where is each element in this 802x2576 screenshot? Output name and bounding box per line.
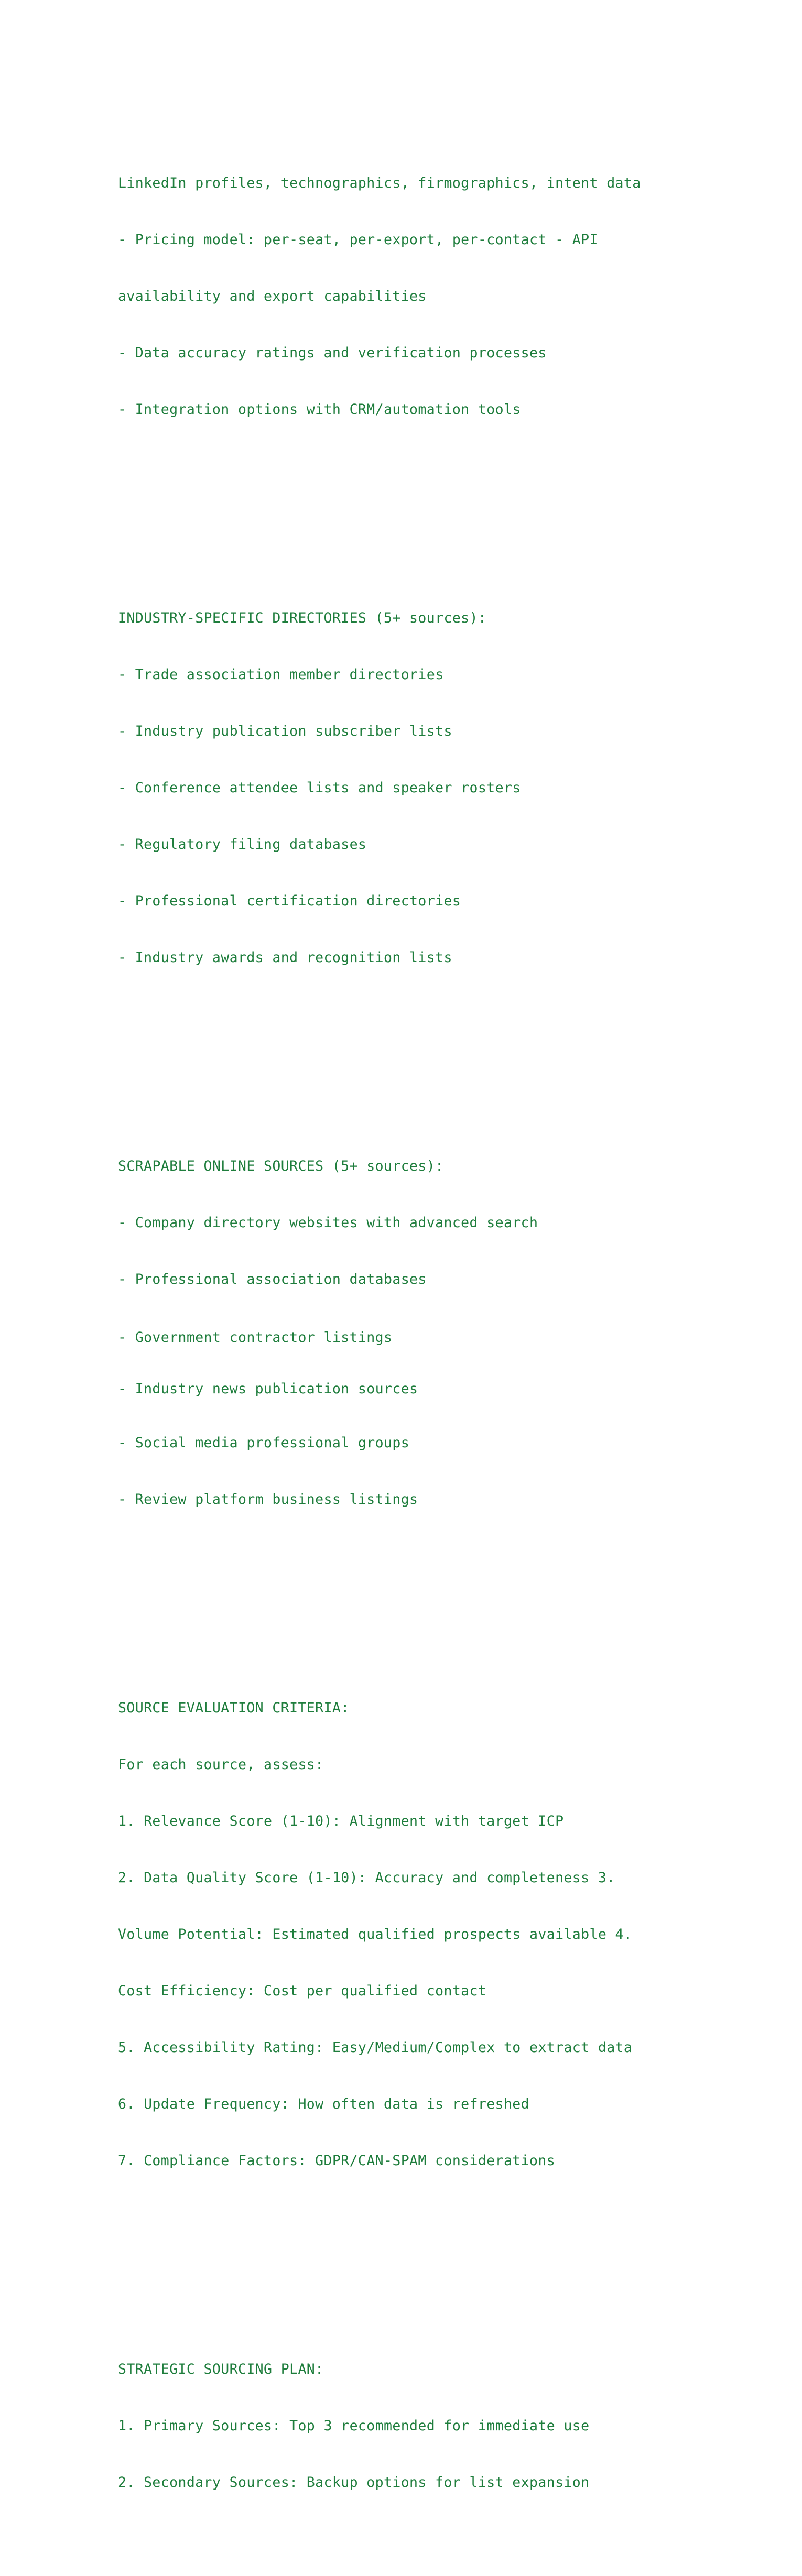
text-line: availability and export capabilities [118,288,427,304]
section-spacer [118,503,695,525]
list-item: 7. Compliance Factors: GDPR/CAN-SPAM considerations [118,2153,556,2169]
section-spacer [118,1051,695,1073]
text-line: - Integration options with CRM/automation tools [118,401,521,418]
section-heading: STRATEGIC SOURCING PLAN: [118,2361,324,2377]
list-item: 1. Relevance Score (1-10): Alignment with target ICP [118,1813,564,1829]
list-item: - Trade association member directories [118,667,444,683]
list-item: 5. Accessibility Rating: Easy/Medium/Complex to extract data [118,2039,633,2056]
list-item: - Industry news publication sources [118,1381,418,1397]
section-heading: SCRAPABLE ONLINE SOURCES (5+ sources): [118,1158,444,1174]
list-item: - Government contractor listings [118,1329,393,1346]
list-item: - Industry publication subscriber lists [118,723,452,739]
list-item: - Review platform business listings [118,1491,418,1508]
list-item: - Professional association databases [118,1271,427,1287]
text-line: - Data accuracy ratings and verification processes [118,345,547,361]
list-item: 2. Data Quality Score (1-10): Accuracy and completeness 3. [118,1870,615,1886]
section-heading: SOURCE EVALUATION CRITERIA: [118,1700,350,1716]
list-item: - Regulatory filing databases [118,836,367,853]
list-item: 6. Update Frequency: How often data is refreshed [118,2096,530,2112]
text-line: - Pricing model: per-seat, per-export, per-contact - API [118,232,598,248]
list-item: - Conference attendee lists and speaker rosters [118,780,521,796]
section-spacer [118,2254,695,2276]
scrapable-section [118,1122,695,1544]
list-item: - Industry awards and recognition lists [118,949,452,966]
document-body [118,90,695,2576]
list-item: 1. Primary Sources: Top 3 recommended for immediate use [118,2418,590,2434]
section-spacer [118,1593,695,1615]
list-item: - Professional certification directories [118,893,461,909]
intro-section [118,139,695,454]
list-item: 2. Secondary Sources: Backup options for list expansion [118,2474,590,2491]
criteria-section [118,1664,695,2206]
list-item: Cost Efficiency: Cost per qualified contact [118,1983,487,1999]
list-item: Volume Potential: Estimated qualified prospects available 4. [118,1926,633,1942]
list-item: - Company directory websites with advanced search [118,1215,538,1231]
text-line: LinkedIn profiles, technographics, firmographics, intent data [118,175,641,191]
section-intro: For each source, assess: [118,1756,324,1773]
industry-section [118,574,695,1002]
section-heading: INDUSTRY-SPECIFIC DIRECTORIES (5+ sources): [118,610,487,626]
list-item: - Social media professional groups [118,1435,410,1451]
plan-section [118,2325,695,2527]
